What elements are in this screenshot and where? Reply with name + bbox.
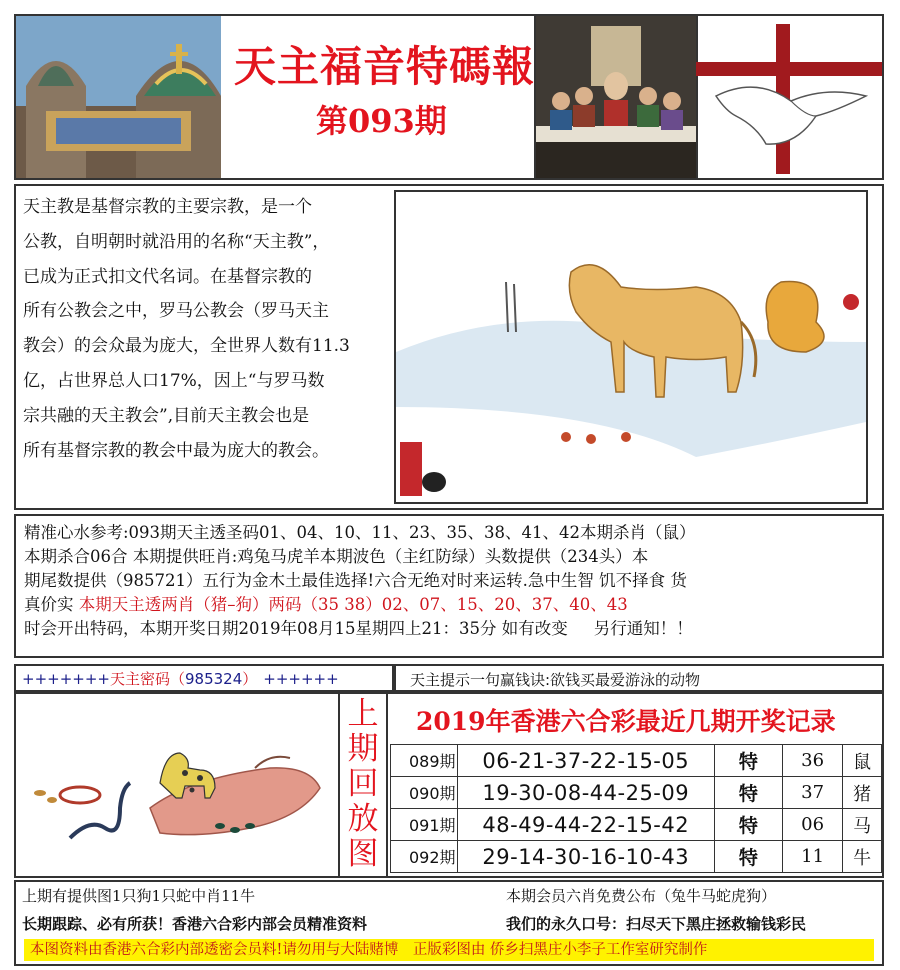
table-row: [391, 745, 882, 777]
footer-line-2-left: 长期跟踪、必有所获！香港六合彩内部会员精准资料: [22, 915, 368, 933]
special-number: 06: [782, 809, 842, 841]
special-number: 37: [782, 777, 842, 809]
draw-date-text: 时会开出特码，本期开奖日期2019年08月15星期四上21：35分 如有改变: [24, 619, 568, 638]
zodiac-cell: 马: [843, 809, 882, 841]
intro-line: 所有基督宗教的教会中最为庞大的教会。: [23, 440, 329, 461]
intro-line: 宗共融的天主教会”,目前天主教会也是: [23, 405, 310, 426]
last-issue-replay-label: 上 期 回 放 图: [338, 694, 388, 876]
zodiac-cell: 猪: [843, 777, 882, 809]
intro-line: 教会）的会众最为庞大，全世界人数有11.3: [23, 336, 350, 357]
notice-text: 另行通知！！: [593, 619, 693, 638]
lower-section: [14, 692, 884, 878]
church-dome-image: [16, 16, 221, 178]
intro-line: 天主教是基督宗教的主要宗教，是一个: [23, 197, 312, 217]
issue-number: 第093期: [316, 102, 447, 140]
records-title: 2019年香港六合彩最近几期开奖记录: [416, 707, 836, 736]
prediction-line-2: 本期杀合06合 本期提供旺肖:鸡兔马虎羊本期波色（主红防绿）头数提供（234头）本: [24, 547, 649, 566]
special-marker: 特: [714, 809, 782, 841]
footer-highlight-banner: [24, 939, 874, 961]
special-marker: 特: [714, 745, 782, 777]
footer-line-1-left: 上期有提供图1只狗1只蛇中肖11牛: [22, 887, 256, 905]
table-row: [391, 809, 882, 841]
tip-text: 天主提示一句赢钱诀:欲钱买最爱游泳的动物: [410, 671, 701, 689]
cross-dove-image: [696, 16, 882, 178]
intro-text: [23, 190, 388, 468]
intro-line: 已成为正式扣文代名词。在基督宗教的: [23, 266, 312, 287]
table-row: [391, 777, 882, 809]
last-supper-image: [534, 16, 698, 178]
secret-code-value: 985324: [185, 670, 243, 688]
header-banner: [14, 14, 884, 180]
prediction-line-4: [24, 594, 628, 616]
intro-line: 所有公教会之中，罗马公教会（罗马天主: [23, 301, 329, 322]
special-marker: 特: [714, 777, 782, 809]
special-number: 11: [782, 841, 842, 873]
intro-line: 亿，占世界总人口17%，因上“与罗马数: [23, 370, 325, 391]
numbers-cell: 48-49-44-22-15-42: [457, 809, 714, 841]
period-cell: 091期: [391, 809, 458, 841]
secret-code-bar: [14, 664, 394, 692]
footer-line-1-right: 本期会员六肖免费公布（兔牛马蛇虎狗）: [506, 887, 777, 905]
lioness-illustration: [394, 190, 868, 504]
newspaper-title: 天主福音特碼報: [234, 42, 536, 91]
special-number: 36: [782, 745, 842, 777]
footer-section: [14, 880, 884, 966]
intro-section: [14, 184, 884, 510]
period-cell: 092期: [391, 841, 458, 873]
zodiac-cell: 牛: [843, 841, 882, 873]
table-row: [391, 841, 882, 873]
footer-line-3: 本图资料由香港六合彩内部透密会员料!请勿用与大陆赌博 正版彩图由 侨乡扫黑庄小李子工作室研究制作: [30, 942, 708, 958]
prediction-section: [14, 514, 884, 658]
period-cell: 089期: [391, 745, 458, 777]
prediction-line-4-prefix: 真价实: [24, 595, 79, 614]
dog-snake-illustration: [20, 698, 338, 874]
numbers-cell: 29-14-30-16-10-43: [457, 841, 714, 873]
secret-code: +++++++天主密码（985324） ++++++: [22, 670, 339, 688]
prediction-line-5: [24, 618, 693, 640]
intro-line: 公教，自明朝时就沿用的名称“天主教”，: [23, 231, 330, 252]
period-cell: 090期: [391, 777, 458, 809]
footer-line-2-right: 我们的永久口号：扫尽天下黑庄拯救输钱彩民: [506, 915, 807, 933]
numbers-cell: 06-21-37-22-15-05: [457, 745, 714, 777]
numbers-cell: 19-30-08-44-25-09: [457, 777, 714, 809]
prediction-line-1: 精准心水参考:093期天主透圣码01、04、10、11、23、35、38、41、42本期杀肖（鼠）: [24, 523, 696, 542]
tip-bar: [394, 664, 884, 692]
zodiac-cell: 鼠: [843, 745, 882, 777]
special-marker: 特: [714, 841, 782, 873]
records-table: [390, 744, 882, 873]
highlight-prediction: 本期天主透两肖（猪–狗）两码（35 38）02、07、15、20、37、40、43: [78, 595, 628, 614]
prediction-line-3: 期尾数提供（985721）五行为金木土最佳选择!六合无绝对时来运转.急中生智 饥不择食 货: [24, 571, 687, 590]
